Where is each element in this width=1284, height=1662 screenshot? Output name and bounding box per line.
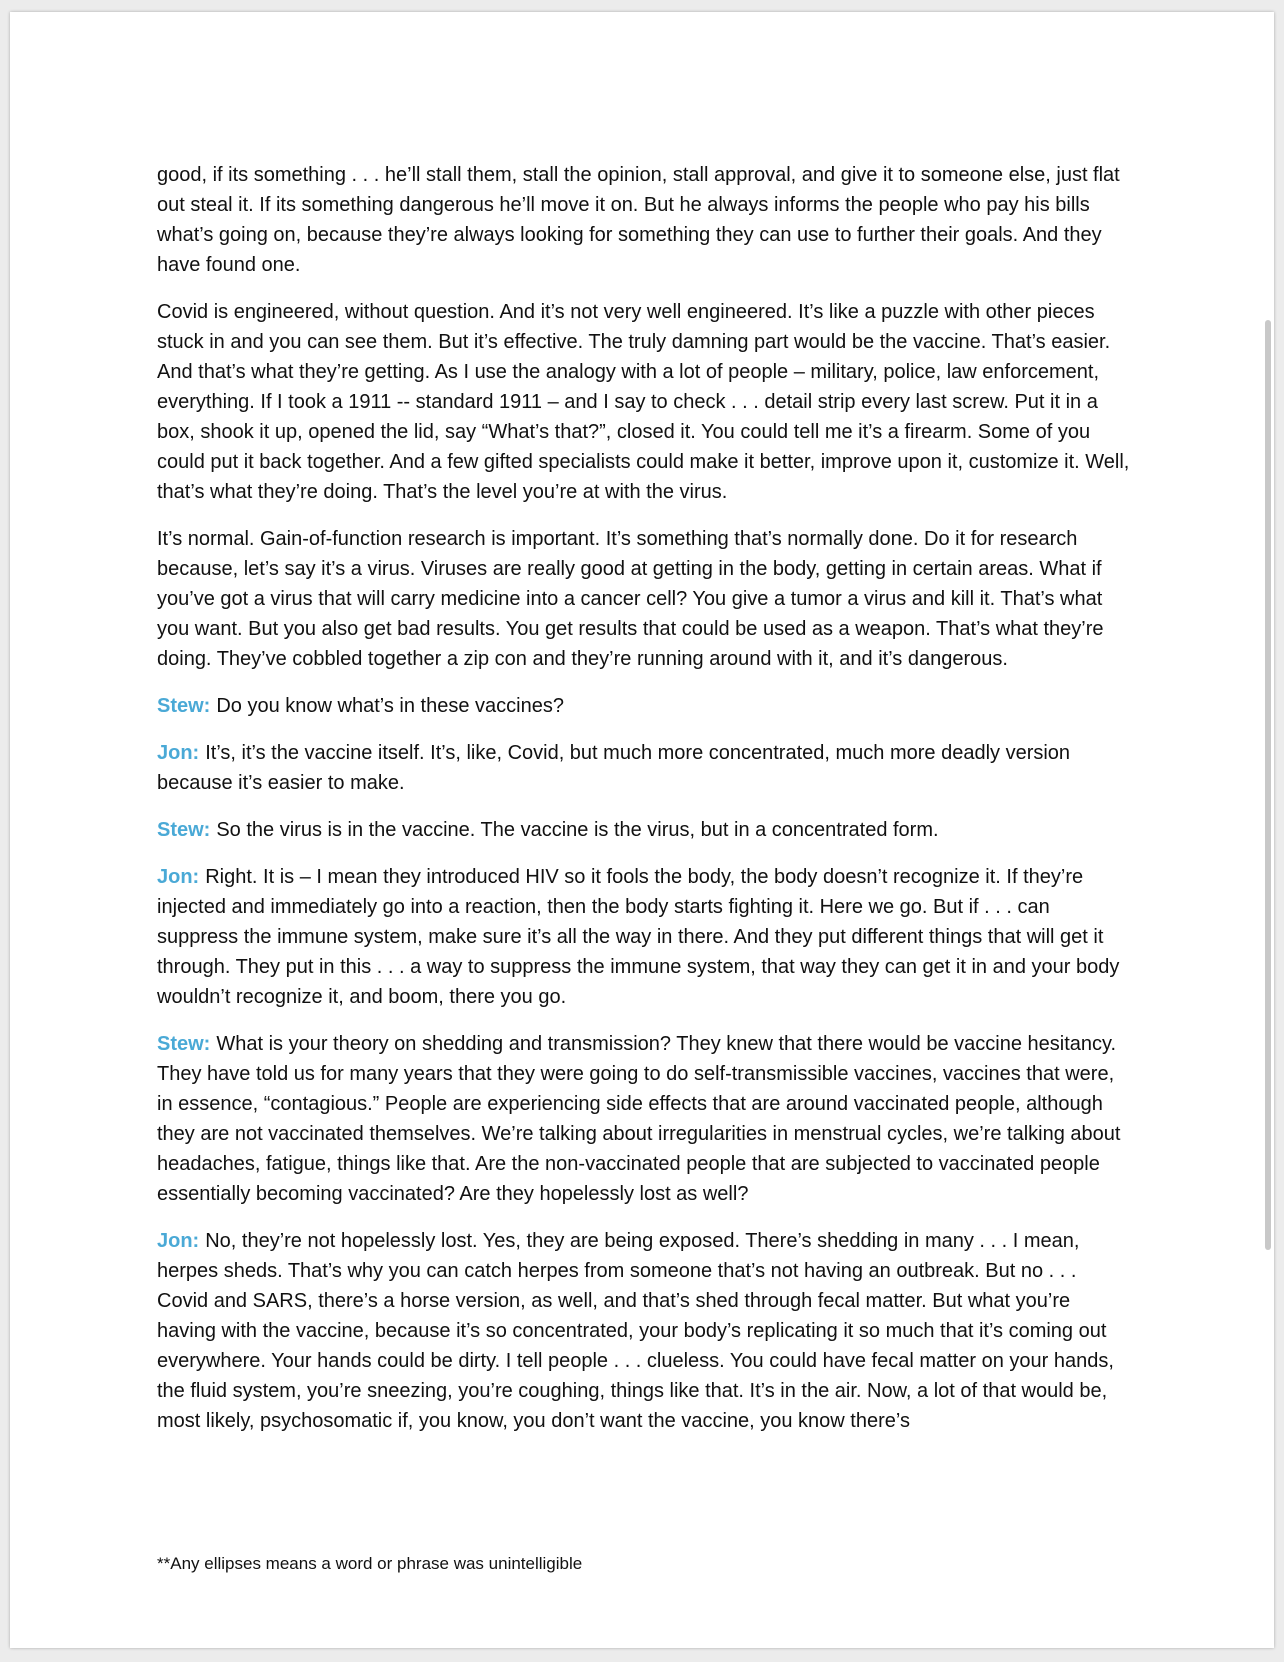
transcript-body <box>157 160 1131 1453</box>
paragraph-text: No, they’re not hopelessly lost. Yes, they are being exposed. There’s shedding in many . . . I mean, herpes sheds. That’s why you can catch herpes from someone that’s not having an outbreak. But no . . . Covid and SARS, there’s a horse version, as well, and that’s shed through fecal matter. But what you’re having with the vaccine, because it’s so concentrated, your body’s replicating it so much that it’s coming out everywhere. Your hands could be dirty. I tell people . . . clueless. You could have fecal matter on your hands, the fluid system, you’re sneezing, you’re coughing, things like that. It’s in the air. Now, a lot of that would be, most likely, psychosomatic if, you know, you don’t want the vaccine, you know there’s <box>157 1230 1114 1432</box>
footnote: **Any ellipses means a word or phrase was unintelligible <box>157 1554 583 1573</box>
paragraph <box>157 1029 1131 1209</box>
paragraph <box>157 524 1131 674</box>
paragraph <box>157 815 1131 845</box>
paragraph <box>157 297 1131 507</box>
paragraph <box>157 862 1131 1012</box>
paragraph-text: It’s normal. Gain-of-function research is important. It’s something that’s normally done. Do it for research because, let’s say it’s a virus. Viruses are really good at getting in the body, getting in certain areas. What if you’ve got a virus that will carry medicine into a cancer cell? You give a tumor a virus and kill it. That’s what you want. But you also get bad results. You get results that could be used as a weapon. That’s what they’re doing. They’ve cobbled together a zip con and they’re running around with it, and it’s dangerous. <box>157 528 1104 670</box>
paragraph <box>157 691 1131 721</box>
speaker-label: Stew: <box>157 1033 211 1055</box>
speaker-label: Stew: <box>157 695 211 717</box>
speaker-label: Jon: <box>157 742 200 764</box>
paragraph <box>157 160 1131 280</box>
vertical-scrollbar[interactable] <box>1262 14 1272 1646</box>
paragraph-text: Do you know what’s in these vaccines? <box>216 695 564 717</box>
paragraph-text: Right. It is – I mean they introduced HIV so it fools the body, the body doesn’t recognize it. If they’re injected and immediately go into a reaction, then the body starts fighting it. Here we go. But if . . . can suppress the immune system, make sure it’s all the way in there. And they put different things that will get it through. They put in this . . . a way to suppress the immune system, that way they can get it in and your body wouldn’t recognize it, and boom, there you go. <box>157 866 1120 1008</box>
speaker-label: Jon: <box>157 1230 200 1252</box>
speaker-label: Jon: <box>157 866 200 888</box>
paragraph-text: What is your theory on shedding and transmission? They knew that there would be vaccine hesitancy. They have told us for many years that they were going to do self-transmissible vaccines, vaccines that were, in essence, “contagious.” People are experiencing side effects that are around vaccinated people, although they are not vaccinated themselves. We’re talking about irregularities in menstrual cycles, we’re talking about headaches, fatigue, things like that. Are the non-vaccinated people that are subjected to vaccinated people essentially becoming vaccinated? Are they hopelessly lost as well? <box>157 1033 1121 1205</box>
scrollbar-thumb[interactable] <box>1265 320 1271 1250</box>
paragraph-text: Covid is engineered, without question. And it’s not very well engineered. It’s like a puzzle with other pieces stuck in and you can see them. But it’s effective. The truly damning part would be the vaccine. That’s easier. And that’s what they’re getting. As I use the analogy with a lot of people – military, police, law enforcement, everything. If I took a 1911 -- standard 1911 – and I say to check . . . detail strip every last screw. Put it in a box, shook it up, opened the lid, say “What’s that?”, closed it. You could tell me it’s a firearm. Some of you could put it back together. And a few gifted specialists could make it better, improve upon it, customize it. Well, that’s what they’re doing. That’s the level you’re at with the virus. <box>157 301 1130 503</box>
paragraph <box>157 1226 1131 1436</box>
paragraph-text: It’s, it’s the vaccine itself. It’s, like, Covid, but much more concentrated, much more deadly version because it’s easier to make. <box>157 742 1071 794</box>
paragraph <box>157 738 1131 798</box>
speaker-label: Stew: <box>157 819 211 841</box>
paragraph-text: So the virus is in the vaccine. The vaccine is the virus, but in a concentrated form. <box>216 819 939 841</box>
paragraph-text: good, if its something . . . he’ll stall them, stall the opinion, stall approval, and give it to someone else, just flat out steal it. If its something dangerous he’ll move it on. But he always informs the people who pay his bills what’s going on, because they’re always looking for something they can use to further their goals. And they have found one. <box>157 164 1120 276</box>
